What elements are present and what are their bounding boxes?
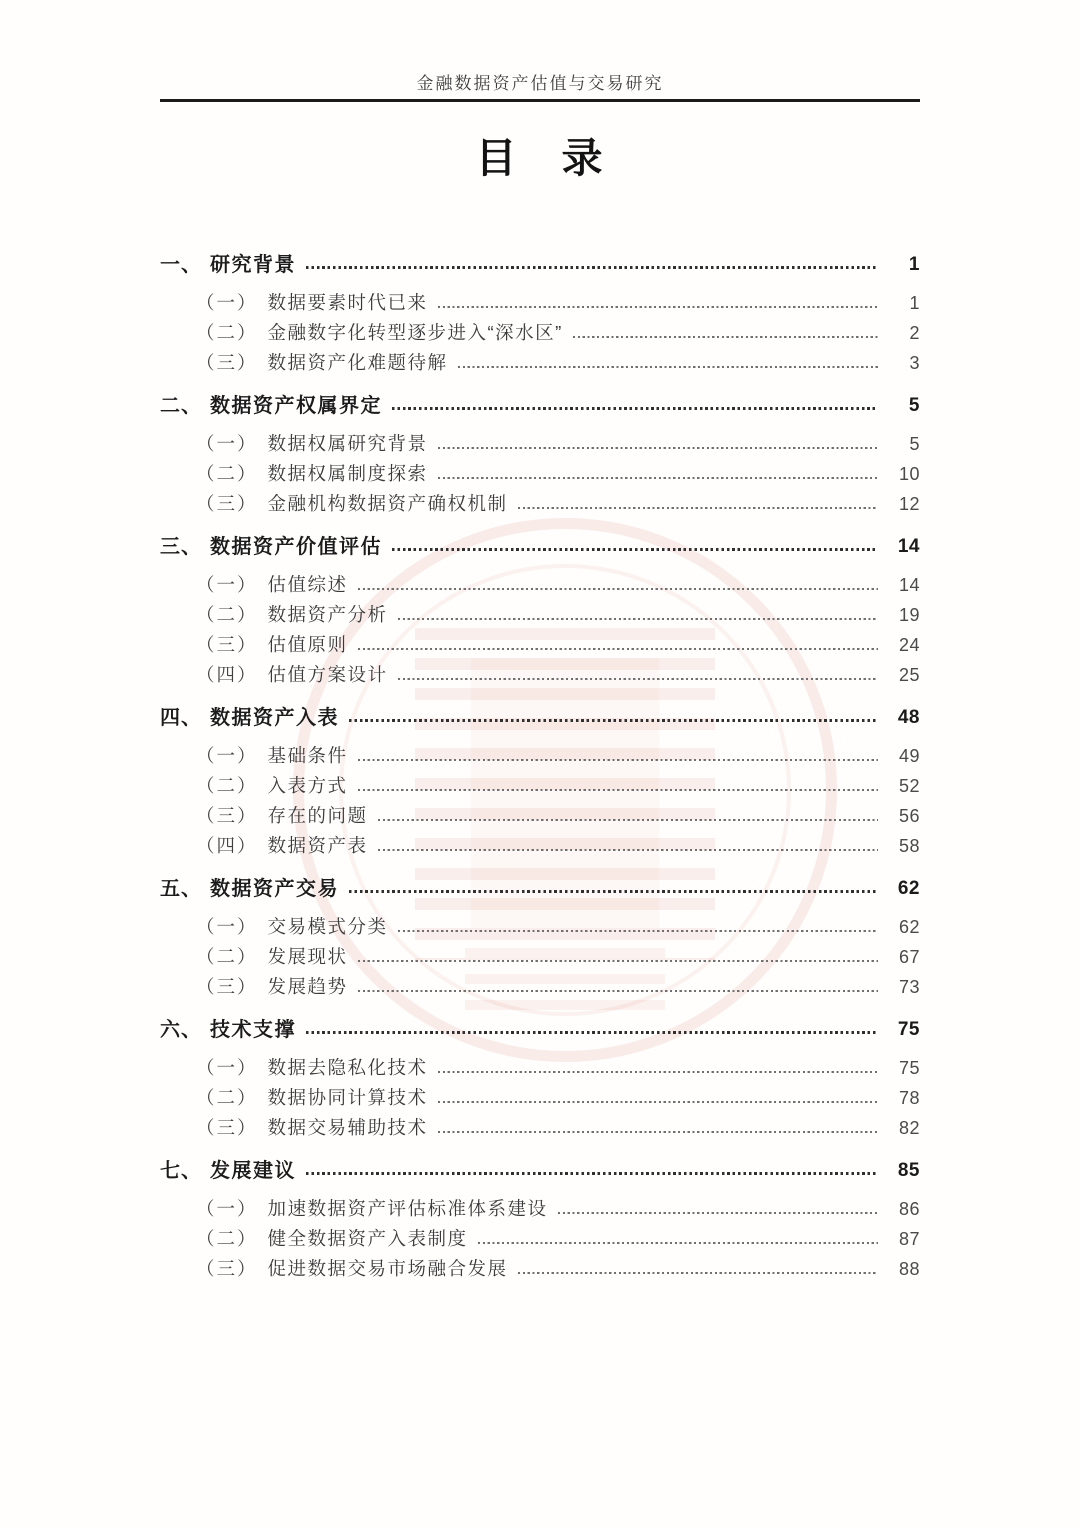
item-number: （二）	[196, 463, 258, 484]
section-title: 数据资产交易	[210, 878, 339, 900]
toc-section	[160, 525, 920, 687]
item-number: （三）	[196, 1258, 258, 1279]
toc-item-row	[160, 798, 920, 828]
dot-leader	[398, 618, 878, 620]
item-title: 健全数据资产入表制度	[267, 1228, 468, 1249]
item-title: 数据要素时代已来	[267, 292, 428, 313]
section-title: 研究背景	[210, 254, 296, 276]
toc-item-row	[160, 1050, 920, 1080]
item-page-number: 58	[898, 836, 920, 856]
item-number: （四）	[196, 664, 258, 685]
dot-leader	[438, 1131, 878, 1133]
item-page-number: 62	[898, 917, 920, 937]
item-title: 入表方式	[267, 775, 348, 796]
dot-leader	[438, 1101, 878, 1103]
toc-item-row	[160, 345, 920, 375]
section-title: 数据资产价值评估	[210, 536, 382, 558]
item-number: （二）	[196, 322, 258, 343]
item-title: 数据资产表	[267, 835, 368, 856]
header-title: 金融数据资产估值与交易研究	[416, 74, 664, 93]
item-number: （一）	[196, 1198, 258, 1219]
item-number: （三）	[196, 976, 258, 997]
dot-leader	[438, 1071, 878, 1073]
item-title: 数据资产化难题待解	[267, 352, 448, 373]
toc-item-row	[160, 567, 920, 597]
dot-leader	[378, 849, 878, 851]
dot-leader	[438, 477, 878, 479]
toc-section	[160, 384, 920, 516]
item-title: 金融数字化转型逐步进入“深水区”	[267, 322, 563, 343]
section-number: 七、	[160, 1160, 202, 1182]
item-page-number: 78	[898, 1088, 920, 1108]
toc-section	[160, 867, 920, 999]
toc-item-row	[160, 939, 920, 969]
section-title: 技术支撑	[210, 1019, 296, 1041]
item-number: （三）	[196, 493, 258, 514]
toc-section	[160, 243, 920, 375]
item-page-number: 87	[898, 1229, 920, 1249]
toc-heading-row	[160, 867, 920, 901]
toc-item-row	[160, 456, 920, 486]
dot-leader	[438, 447, 878, 449]
toc-heading-row	[160, 384, 920, 418]
page-content	[160, 0, 920, 1281]
dot-leader	[518, 1272, 878, 1274]
toc-item-row	[160, 909, 920, 939]
item-number: （二）	[196, 1087, 258, 1108]
toc-item-row	[160, 597, 920, 627]
item-title: 基础条件	[267, 745, 348, 766]
item-number: （一）	[196, 1057, 258, 1078]
item-page-number: 14	[898, 575, 920, 595]
item-title: 数据权属研究背景	[267, 433, 428, 454]
item-number: （三）	[196, 805, 258, 826]
section-page-number: 62	[897, 878, 920, 899]
item-page-number: 52	[898, 776, 920, 796]
dot-leader	[349, 719, 878, 722]
dot-leader	[349, 890, 878, 893]
dot-leader	[438, 306, 878, 308]
section-number: 六、	[160, 1019, 202, 1041]
item-title: 发展趋势	[267, 976, 348, 997]
toc-item-row	[160, 1191, 920, 1221]
item-page-number: 5	[909, 434, 920, 454]
section-page-number: 1	[908, 254, 920, 275]
toc-heading-row	[160, 1008, 920, 1042]
item-page-number: 12	[898, 494, 920, 514]
section-number: 一、	[160, 254, 202, 276]
toc-item-row	[160, 738, 920, 768]
item-title: 促进数据交易市场融合发展	[267, 1258, 508, 1279]
toc-heading-row	[160, 1149, 920, 1183]
item-number: （二）	[196, 946, 258, 967]
item-page-number: 10	[898, 464, 920, 484]
toc-heading-row	[160, 243, 920, 277]
item-page-number: 19	[898, 605, 920, 625]
dot-leader	[358, 789, 878, 791]
dot-leader	[458, 366, 878, 368]
item-number: （二）	[196, 604, 258, 625]
dot-leader	[358, 960, 878, 962]
toc-item-row	[160, 1080, 920, 1110]
item-title: 数据权属制度探索	[267, 463, 428, 484]
item-title: 金融机构数据资产确权机制	[267, 493, 508, 514]
dot-leader	[306, 1031, 878, 1034]
section-number: 三、	[160, 536, 202, 558]
item-title: 加速数据资产评估标准体系建设	[267, 1198, 548, 1219]
dot-leader	[306, 266, 878, 269]
dot-leader	[358, 990, 878, 992]
toc-item-row	[160, 315, 920, 345]
section-page-number: 48	[897, 707, 920, 728]
item-title: 交易模式分类	[267, 916, 388, 937]
item-page-number: 67	[898, 947, 920, 967]
item-title: 存在的问题	[267, 805, 368, 826]
item-page-number: 2	[909, 323, 920, 343]
item-number: （一）	[196, 916, 258, 937]
section-number: 二、	[160, 395, 202, 417]
dot-leader	[392, 407, 878, 410]
section-page-number: 75	[897, 1019, 920, 1040]
item-title: 数据去隐私化技术	[267, 1057, 428, 1078]
toc-item-row	[160, 426, 920, 456]
toc-heading-row	[160, 696, 920, 730]
dot-leader	[518, 507, 878, 509]
item-number: （三）	[196, 1117, 258, 1138]
item-number: （一）	[196, 745, 258, 766]
dot-leader	[306, 1172, 878, 1175]
section-page-number: 14	[897, 536, 920, 557]
toc-heading-row	[160, 525, 920, 559]
toc-item-row	[160, 627, 920, 657]
item-title: 数据交易辅助技术	[267, 1117, 428, 1138]
toc-item-row	[160, 1221, 920, 1251]
dot-leader	[392, 548, 878, 551]
item-title: 数据资产分析	[267, 604, 388, 625]
dot-leader	[398, 678, 878, 680]
toc-item-row	[160, 285, 920, 315]
item-page-number: 75	[898, 1058, 920, 1078]
section-page-number: 85	[897, 1160, 920, 1181]
toc-item-row	[160, 969, 920, 999]
section-title: 数据资产入表	[210, 707, 339, 729]
toc-item-row	[160, 486, 920, 516]
item-number: （一）	[196, 433, 258, 454]
toc-item-row	[160, 1251, 920, 1281]
item-number: （一）	[196, 574, 258, 595]
dot-leader	[398, 930, 878, 932]
item-number: （三）	[196, 634, 258, 655]
dot-leader	[558, 1212, 878, 1214]
dot-leader	[573, 336, 878, 338]
item-page-number: 49	[898, 746, 920, 766]
section-number: 四、	[160, 707, 202, 729]
item-page-number: 25	[898, 665, 920, 685]
item-number: （二）	[196, 1228, 258, 1249]
item-number: （一）	[196, 292, 258, 313]
item-page-number: 88	[898, 1259, 920, 1279]
item-title: 估值原则	[267, 634, 348, 655]
dot-leader	[478, 1242, 878, 1244]
item-page-number: 82	[898, 1118, 920, 1138]
page-header	[160, 0, 920, 102]
item-number: （四）	[196, 835, 258, 856]
dot-leader	[358, 759, 878, 761]
toc-item-row	[160, 657, 920, 687]
item-title: 估值综述	[267, 574, 348, 595]
item-number: （三）	[196, 352, 258, 373]
section-page-number: 5	[908, 395, 920, 416]
item-page-number: 56	[898, 806, 920, 826]
toc-item-row	[160, 1110, 920, 1140]
item-number: （二）	[196, 775, 258, 796]
item-page-number: 73	[898, 977, 920, 997]
dot-leader	[358, 588, 878, 590]
item-title: 数据协同计算技术	[267, 1087, 428, 1108]
item-page-number: 24	[898, 635, 920, 655]
item-title: 估值方案设计	[267, 664, 388, 685]
toc-section	[160, 1008, 920, 1140]
toc-item-row	[160, 768, 920, 798]
page-title: 目 录	[475, 135, 605, 181]
toc-section	[160, 696, 920, 858]
dot-leader	[378, 819, 878, 821]
section-title: 发展建议	[210, 1160, 296, 1182]
item-page-number: 1	[909, 293, 920, 313]
dot-leader	[358, 648, 878, 650]
item-page-number: 86	[898, 1199, 920, 1219]
toc-item-row	[160, 828, 920, 858]
toc-section	[160, 1149, 920, 1281]
section-number: 五、	[160, 878, 202, 900]
item-title: 发展现状	[267, 946, 348, 967]
item-page-number: 3	[909, 353, 920, 373]
section-title: 数据资产权属界定	[210, 395, 382, 417]
table-of-contents	[160, 243, 920, 1281]
